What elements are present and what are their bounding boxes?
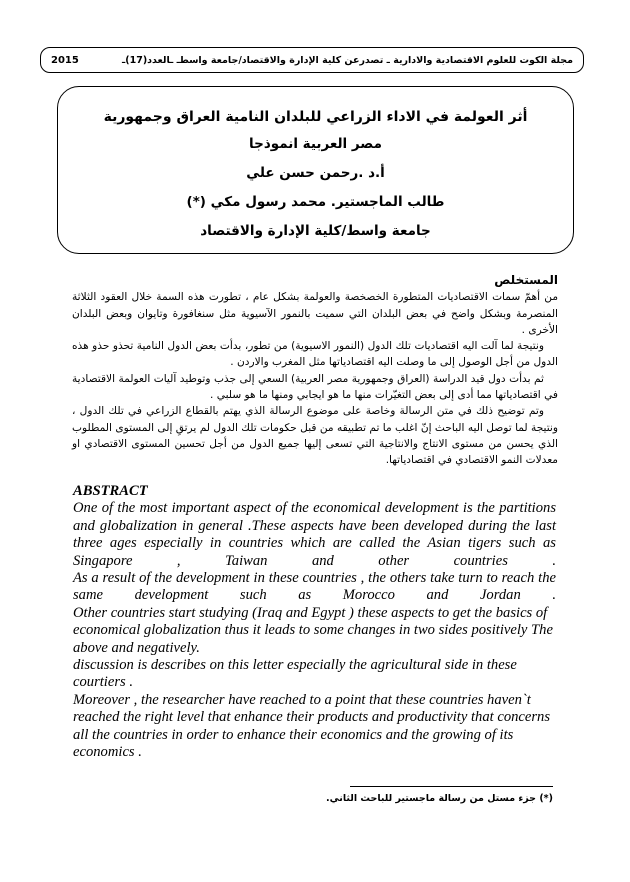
journal-header bbox=[40, 47, 584, 73]
author-2: طالب الماجستير. محمد رسول مكي (*) bbox=[186, 194, 445, 210]
arabic-abstract bbox=[72, 272, 558, 469]
english-abstract-paragraph-5: Moreover , the researcher have reached to a point that these countries haven`t reached the right level that enhance their products and productivity that concerns all the countries in order to enhance their economics and the growing of its economics . bbox=[73, 691, 551, 761]
english-abstract-paragraph-4: discussion is describes on this letter especially the agricultural side in these courtiers . bbox=[73, 657, 517, 691]
arabic-abstract-paragraph-3: ثم بدأت دول قيد الدراسة (العراق وجمهورية مصر العربية) السعي إلى جذب وتوطيد آليات العولمة الاقتصادية في اقتصادياتها مما أدى إلى بعض التغيّرات منها ما هو ايجابي ومنها ما هو سلبي . bbox=[72, 372, 558, 402]
title-block bbox=[57, 86, 574, 254]
arabic-abstract-paragraph-2: ونتيجة لما آلت اليه اقتصاديات تلك الدول (النمور الاسيوية) من تطور، بدأت بعض الدول النامية تحذو حذو هذه الدول من أجل الوصول إلى ما وصلت اليه اقتصادياتها مثل المغرب والاردن . bbox=[72, 340, 558, 369]
paper-title-line-2: مصر العربية انموذجا bbox=[249, 136, 382, 152]
affiliation: جامعة واسط/كلية الإدارة والاقتصاد bbox=[200, 223, 431, 239]
english-abstract-paragraph-2: As a result of the development in these countries , the others take turn to reach the same development such as Morocco and Jordan . bbox=[73, 570, 556, 604]
arabic-abstract-paragraph-4: وتم توضيح ذلك في متن الرسالة وخاصة على موضوع الرسالة الذي يهتم بالقطاع الزراعي في تلك الدول ، ونتيجة لما توصل اليه الباحث إنّ اغلب ما تم تطبيقه من قبل حكومات تلك الدول لم يرتقِ إلى المستوى المطلوب الذي يحسن من مستوى الانتاج والانتاجية التي تسعى إليها جميع الدول من أجل تحسين المستوى الاقتصادي او معدلات النمو الاقتصادي في اقتصادياتها. bbox=[72, 405, 558, 467]
english-abstract bbox=[73, 483, 556, 762]
english-abstract-paragraph-1: One of the most important aspect of the economical development is the partitions and globalization in general .These aspects have been developed during the last three ages especially in countries which are called the Asian tigers such as Singapore , Taiwan and other countries . bbox=[73, 500, 556, 569]
author-1: أ.د .رحمن حسن علي bbox=[246, 165, 385, 181]
footnote: (*) جزء مستل من رسالة ماجستير للباحث الثاني. bbox=[326, 793, 553, 804]
english-abstract-heading: ABSTRACT bbox=[73, 483, 148, 499]
paper-title-line-1: أثر العولمة في الاداء الزراعي للبلدان النامية العراق وجمهورية bbox=[103, 109, 528, 125]
arabic-abstract-paragraph-1: من أهمّ سمات الاقتصاديات المتطورة الخصخصة والعولمة بشكل عام ، تطورت هذه السمة خلال العقود الثلاثة المنصرمة وبشكل واضح في بعض البلدان التي سميت بالنمور الآسيوية مثل سنغافورة وتايوان وبعض البلدان الأخرى . bbox=[72, 291, 558, 336]
journal-header-text: مجلة الكوت للعلوم الاقتصادية والادارية ـ تصدرعن كلية الإدارة والاقتصاد/جامعة واسطـ ـالعدد(17)ـ bbox=[122, 54, 573, 66]
journal-year: 2015 bbox=[51, 54, 79, 66]
footnote-divider bbox=[350, 786, 553, 787]
english-abstract-paragraph-3: Other countries start studying (Iraq and Egypt ) these aspects to get the basics of economical globalization thus it leads to some changes in two sides positively The above and negatively. bbox=[73, 604, 553, 656]
arabic-abstract-heading: المستخلص bbox=[494, 273, 558, 287]
